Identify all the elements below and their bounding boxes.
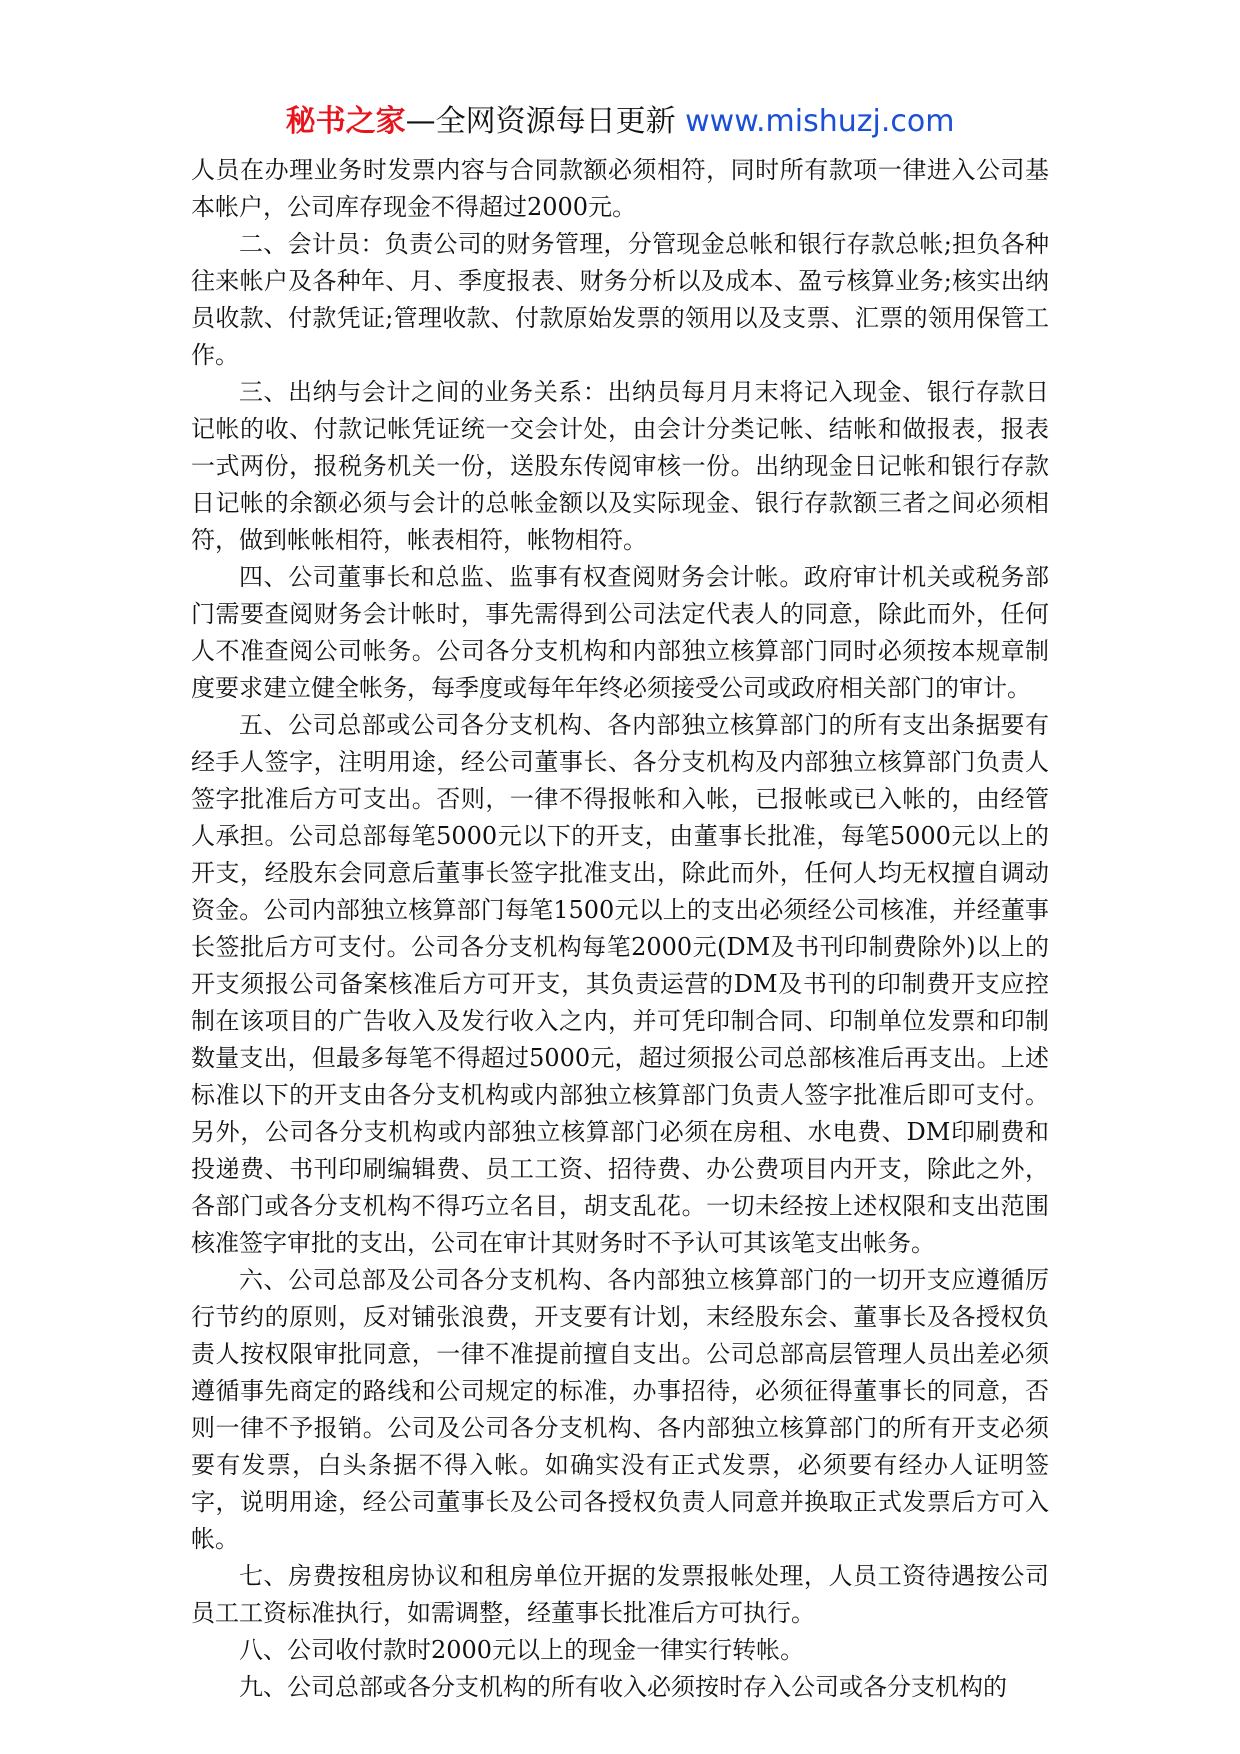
- paragraph-expense-approval: 五、公司总部或公司各分支机构、各内部独立核算部门的所有支出条据要有经手人签字，注明用途，经公司董事长、各分支机构及内部独立核算部门负责人签字批准后方可支出。否则，一律不得报帐和入帐，已报帐或已入帐的，由经管人承担。公司总部每笔5000元以下的开支，由董事长批准，每笔5000元以上的开支，经股东会同意后董事长签字批准支出，除此而外，任何人均无权擅自调动资金。公司内部独立核算部门每笔1500元以上的支出必须经公司核准，并经董事长签批后方可支付。公司各分支机构每笔2000元(DM及书刊印制费除外)以上的开支须报公司备案核准后方可开支，其负责运营的DM及书刊的印制费开支应控制在该项目的广告收入及发行收入之内，并可凭印制合同、印制单位发票和印制数量支出，但最多每笔不得超过5000元，超过须报公司总部核准后再支出。上述标准以下的开支由各分支机构或内部独立核算部门负责人签字批准后即可支付。另外，公司各分支机构或内部独立核算部门必须在房租、水电费、DM印刷费和投递费、书刊印刷编辑费、员工工资、招待费、办公费项目内开支，除此之外，各部门或各分支机构不得巧立名目，胡支乱花。一切未经按上述权限和支出范围核准签字审批的支出，公司在审计其财务时不予认可其该笔支出帐务。: [191, 711, 1049, 1257]
- paragraph-transfer: 八、公司收付款时2000元以上的现金一律实行转帐。: [239, 1636, 805, 1664]
- paragraph-accountant: 二、会计员：负责公司的财务管理，分管现金总帐和银行存款总帐;担负各种往来帐户及各种年、月、季度报表、财务分析以及成本、盈亏核算业务;核实出纳员收款、付款凭证;管理收款、付款原始发票的领用以及支票、汇票的领用保管工作。: [191, 230, 1049, 369]
- site-brand-name: 秘书之家: [285, 104, 406, 139]
- paragraph-frugality: 六、公司总部及公司各分支机构、各内部独立核算部门的一切开支应遵循厉行节约的原则，反对铺张浪费，开支要有计划，末经股东会、董事长及各授权负责人按权限审批同意，一律不准提前擅自支出。公司总部高层管理人员出差必须遵循事先商定的路线和公司规定的标准，办事招待，必须征得董事长的同意，否则一律不予报销。公司及公司各分支机构、各内部独立核算部门的所有开支必须要有发票，白头条据不得入帐。如确实没有正式发票，必须要有经办人证明签字，说明用途，经公司董事长及公司各授权负责人同意并换取正式发票后方可入帐。: [191, 1266, 1049, 1553]
- document-body: [191, 152, 1049, 1706]
- paragraph-cashier-accountant-relation: 三、出纳与会计之间的业务关系：出纳员每月月末将记入现金、银行存款日记帐的收、付款记帐凭证统一交会计处，由会计分类记帐、结帐和做报表，报表一式两份，报税务机关一份，送股东传阅审核一份。出纳现金日记帐和银行存款日记帐的余额必须与会计的总帐金额以及实际现金、银行存款额三者之间必须相符，做到帐帐相符，帐表相符，帐物相符。: [191, 378, 1049, 554]
- site-url-link[interactable]: www.mishuzj.com: [685, 104, 955, 139]
- paragraph-continuation: 人员在办理业务时发票内容与合同款额必须相符，同时所有款项一律进入公司基本帐户，公司库存现金不得超过2000元。: [191, 156, 1049, 221]
- paragraph-rent-salary: 七、房费按租房协议和租房单位开据的发票报帐处理，人员工资待遇按公司员工工资标准执行，如需调整，经董事长批准后方可执行。: [191, 1562, 1049, 1627]
- site-slogan: —全网资源每日更新: [405, 104, 676, 139]
- site-header: [0, 102, 1240, 142]
- paragraph-audit-rights: 四、公司董事长和总监、监事有权查阅财务会计帐。政府审计机关或税务部门需要查阅财务会计帐时，事先需得到公司法定代表人的同意，除此而外，任何人不准查阅公司帐务。公司各分支机构和内部独立核算部门同时必须按本规章制度要求建立健全帐务，每季度或每年年终必须接受公司或政府相关部门的审计。: [191, 563, 1049, 702]
- paragraph-income-deposit: 九、公司总部或各分支机构的所有收入必须按时存入公司或各分支机构的: [239, 1673, 1007, 1701]
